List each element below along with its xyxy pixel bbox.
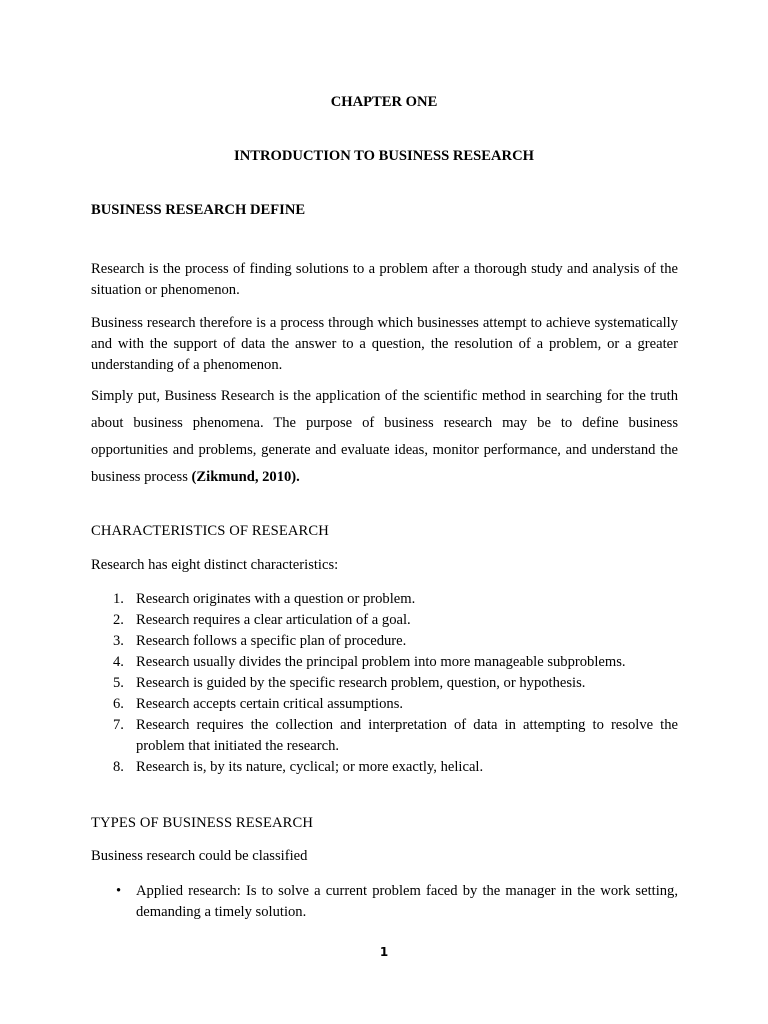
paragraph-definition-3 xyxy=(91,386,678,494)
list-item-text: Research requires a clear articulation of a goal. xyxy=(136,612,411,628)
paragraph-line xyxy=(91,467,678,494)
list-item-text: Research accepts certain critical assumptions. xyxy=(136,696,404,712)
list-item-number: 4. xyxy=(113,654,124,670)
list-item-text: Research is guided by the specific research problem, question, or hypothesis. xyxy=(136,675,586,691)
list-item-number: 8. xyxy=(113,759,124,775)
section-heading-definition: BUSINESS RESEARCH DEFINE xyxy=(91,202,306,218)
section-heading-characteristics: CHARACTERISTICS OF RESEARCH xyxy=(91,523,329,539)
list-item xyxy=(113,881,678,923)
paragraph-line-text: business process xyxy=(91,469,188,485)
list-item xyxy=(113,694,678,715)
paragraph-line: opportunities and problems, generate and evaluate ideas, monitor performance, and understand the xyxy=(91,442,678,458)
bullet-icon: • xyxy=(116,883,122,899)
list-item xyxy=(113,589,678,610)
list-item-number: 2. xyxy=(113,612,124,628)
list-item-number: 5. xyxy=(113,675,124,691)
list-item xyxy=(113,652,678,673)
paragraph-definition-1: Research is the process of finding solutions to a problem after a thorough study and analysis of the situation or phenomenon. xyxy=(91,261,678,298)
list-item-text: Research usually divides the principal problem into more manageable subproblems. xyxy=(136,654,626,670)
list-item-text: Applied research: Is to solve a current problem faced by the manager in the work setting, demanding a timely solution. xyxy=(136,883,678,920)
section-heading-types: TYPES OF BUSINESS RESEARCH xyxy=(91,815,313,831)
chapter-title: INTRODUCTION TO BUSINESS RESEARCH xyxy=(234,148,534,164)
types-intro: Business research could be classified xyxy=(91,848,308,864)
list-item xyxy=(113,610,678,631)
citation: (Zikmund, 2010). xyxy=(191,469,300,485)
list-item xyxy=(113,673,678,694)
list-item xyxy=(113,715,678,757)
list-item-text: Research follows a specific plan of procedure. xyxy=(136,633,407,649)
list-item-text: Research is, by its nature, cyclical; or more exactly, helical. xyxy=(136,759,484,775)
list-item xyxy=(113,757,678,778)
list-item-number: 6. xyxy=(113,696,124,712)
paragraph-definition-2: Business research therefore is a process through which businesses attempt to achieve systematically and with the support of data the answer to a question, the resolution of a problem, or a greater understanding of a phenomenon. xyxy=(91,315,678,373)
characteristics-intro: Research has eight distinct characteristics: xyxy=(91,557,339,573)
types-list xyxy=(113,881,678,923)
list-item xyxy=(113,631,678,652)
list-item-text: Research requires the collection and interpretation of data in attempting to resolve the problem that initiated the research. xyxy=(136,717,678,754)
list-item-number: 1. xyxy=(113,591,124,607)
list-item-number: 7. xyxy=(113,717,124,733)
paragraph-line: about business phenomena. The purpose of business research may be to define business xyxy=(91,415,678,431)
chapter-label: CHAPTER ONE xyxy=(330,94,438,110)
list-item-number: 3. xyxy=(113,633,124,649)
list-item-text: Research originates with a question or problem. xyxy=(136,591,416,607)
page-number: 1 xyxy=(379,945,389,959)
characteristics-list xyxy=(113,589,678,778)
paragraph-line: Simply put, Business Research is the application of the scientific method in searching for the truth xyxy=(91,388,678,404)
